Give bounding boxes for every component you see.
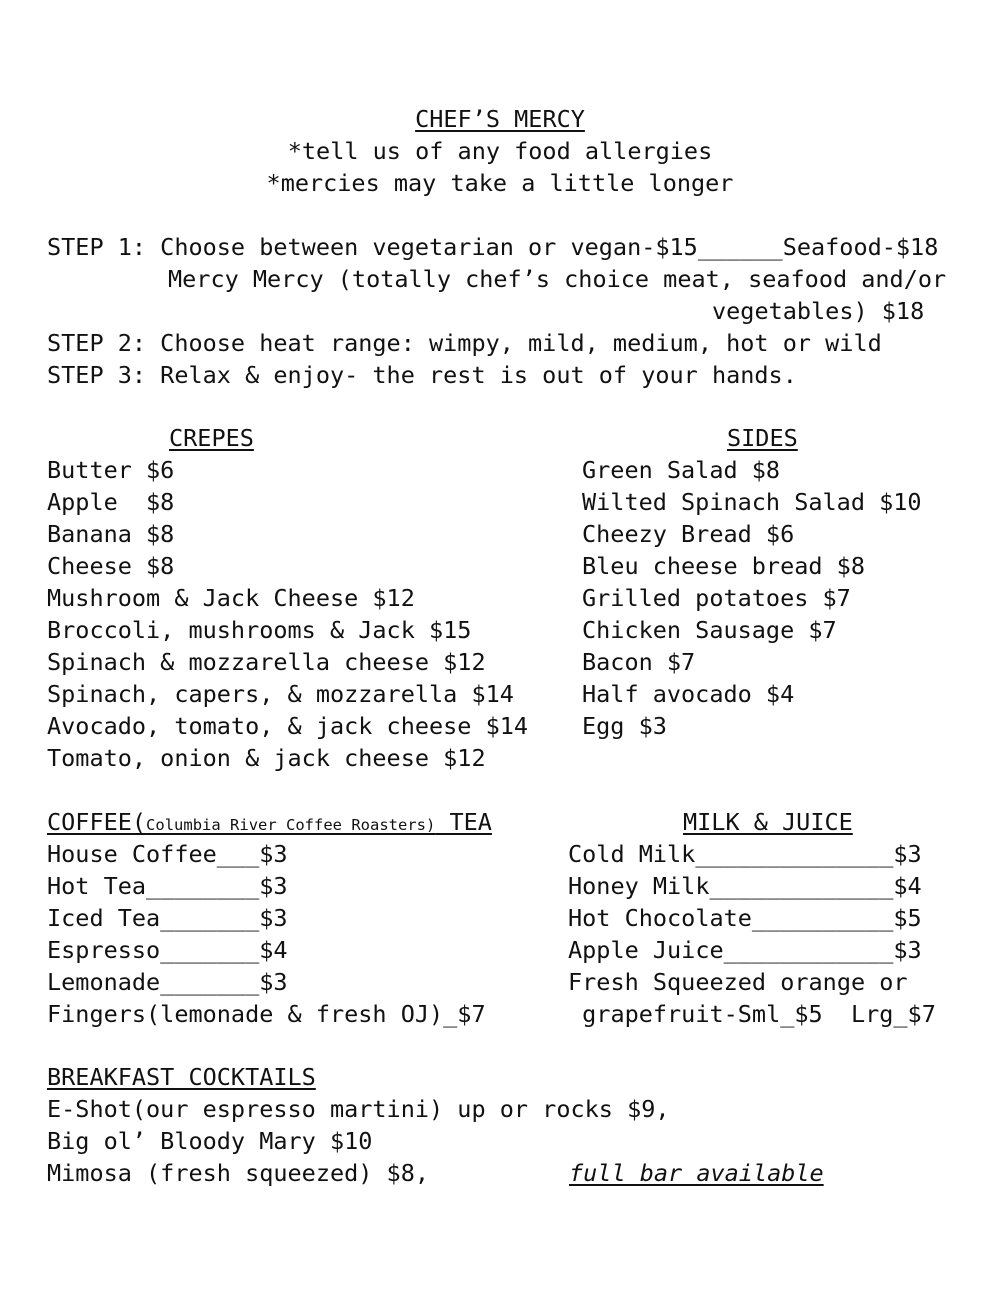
drink-item: Espresso_______$4	[47, 936, 288, 964]
drink-item: Fingers(lemonade & fresh OJ)_$7	[47, 1000, 486, 1028]
step-1-mercy-line: Mercy Mercy (totally chef’s choice meat, seafood and/or	[168, 265, 947, 293]
crepe-item: Broccoli, mushrooms & Jack $15	[47, 616, 472, 644]
crepe-item: Tomato, onion & jack cheese $12	[47, 744, 486, 772]
step-3-line: STEP 3: Relax & enjoy- the rest is out of your hands.	[47, 361, 797, 389]
side-item: Green Salad $8	[582, 456, 781, 484]
drink-item: House Coffee___$3	[47, 840, 288, 868]
full-bar-note: full bar available	[569, 1159, 824, 1187]
cocktail-item: E-Shot(our espresso martini) up or rocks $9,	[47, 1095, 670, 1123]
step-1-mercy-price: vegetables) $18	[712, 297, 925, 325]
cocktails-heading: BREAKFAST COCKTAILS	[47, 1063, 316, 1091]
crepe-item: Mushroom & Jack Cheese $12	[47, 584, 415, 612]
cocktail-item: Big ol’ Bloody Mary $10	[47, 1127, 373, 1155]
crepe-item: Spinach & mozzarella cheese $12	[47, 648, 486, 676]
side-item: Bacon $7	[582, 648, 696, 676]
crepe-item: Spinach, capers, & mozzarella $14	[47, 680, 514, 708]
coffee-heading-label: COFFEE(	[47, 808, 147, 836]
side-item: Egg $3	[582, 712, 667, 740]
side-item: Chicken Sausage $7	[582, 616, 837, 644]
drink-item: Iced Tea_______$3	[47, 904, 288, 932]
milk-juice-item: Honey Milk_____________$4	[568, 872, 922, 900]
drink-item: Lemonade_______$3	[47, 968, 288, 996]
milk-juice-item: Fresh Squeezed orange or	[568, 968, 908, 996]
step-2-line: STEP 2: Choose heat range: wimpy, mild, medium, hot or wild	[47, 329, 882, 357]
step-1-line: STEP 1: Choose between vegetarian or vegan-$15______Seafood-$18	[47, 233, 939, 261]
cocktail-item: Mimosa (fresh squeezed) $8,	[47, 1159, 430, 1187]
menu-title: CHEF’S MERCY	[415, 105, 585, 133]
side-item: Wilted Spinach Salad $10	[582, 488, 922, 516]
crepes-heading: CREPES	[169, 424, 254, 452]
crepe-item: Banana $8	[47, 520, 175, 548]
crepe-item: Avocado, tomato, & jack cheese $14	[47, 712, 529, 740]
wait-note: *mercies may take a little longer	[266, 169, 734, 197]
sides-heading: SIDES	[727, 424, 798, 452]
side-item: Half avocado $4	[582, 680, 795, 708]
side-item: Bleu cheese bread $8	[582, 552, 865, 580]
roaster-note: Columbia River Coffee Roasters)	[146, 816, 436, 834]
crepe-item: Apple $8	[47, 488, 175, 516]
tea-heading-label: TEA	[435, 808, 492, 836]
coffee-tea-heading	[47, 806, 492, 841]
drink-item: Hot Tea________$3	[47, 872, 288, 900]
side-item: Grilled potatoes $7	[582, 584, 851, 612]
milk-juice-item: Cold Milk______________$3	[568, 840, 922, 868]
crepe-item: Butter $6	[47, 456, 175, 484]
milk-juice-item: Apple Juice____________$3	[568, 936, 922, 964]
side-item: Cheezy Bread $6	[582, 520, 795, 548]
crepe-item: Cheese $8	[47, 552, 175, 580]
allergy-note: *tell us of any food allergies	[287, 137, 713, 165]
milk-juice-item: Hot Chocolate__________$5	[568, 904, 922, 932]
milk-juice-item: grapefruit-Sml_$5 Lrg_$7	[568, 1000, 936, 1028]
milk-juice-heading: MILK & JUICE	[683, 808, 853, 836]
